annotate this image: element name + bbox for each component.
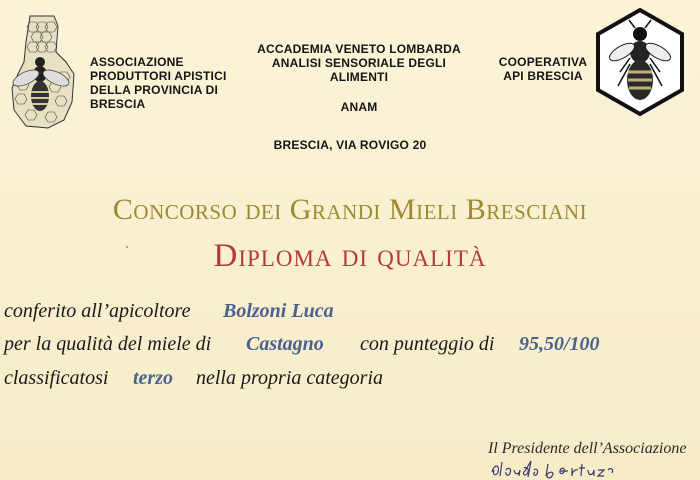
category-label: nella propria categoria [196, 367, 384, 389]
academy-name [254, 42, 464, 84]
ranking-value: terzo [133, 367, 173, 389]
beekeeper-line-label: conferito all’apicoltore [4, 300, 191, 322]
beekeeper-name: Bolzoni Luca [223, 300, 334, 322]
diploma-title: Diploma di qualità [213, 238, 487, 274]
ranking-label: classificatosi [4, 367, 109, 389]
academy-line: ALIMENTI [329, 70, 389, 84]
hexagon-bee-logo-icon [592, 6, 688, 118]
cooperative-name [488, 55, 598, 83]
association-line: PRODUTTORI APISTICI [90, 69, 227, 83]
signature-icon [488, 458, 638, 480]
contest-title: Concorso dei Grandi Mieli Bresciani [112, 193, 588, 226]
honey-type: Castagno [246, 333, 324, 355]
academy-acronym: ANAM [340, 100, 378, 114]
cooperative-line: API BRESCIA [503, 69, 583, 83]
association-line: ASSOCIAZIONE [90, 55, 184, 69]
address: BRESCIA, VIA ROVIGO 20 [273, 138, 427, 152]
president-label: Il Presidente dell’Associazione [488, 440, 687, 457]
honey-line-label: per la qualità del miele di [4, 333, 212, 355]
association-name [90, 55, 250, 111]
academy-line: ANALISI SENSORIALE DEGLI [271, 56, 447, 70]
paper-speck [126, 246, 128, 248]
score-label: con punteggio di [360, 333, 495, 355]
academy-line: ACCADEMIA VENETO LOMBARDA [257, 42, 461, 56]
score-value: 95,50/100 [519, 333, 600, 355]
association-line: BRESCIA [90, 97, 146, 111]
association-line: DELLA PROVINCIA DI [90, 83, 219, 97]
cooperative-line: COOPERATIVA [498, 55, 588, 69]
honeycomb-bee-logo-icon [8, 12, 80, 132]
